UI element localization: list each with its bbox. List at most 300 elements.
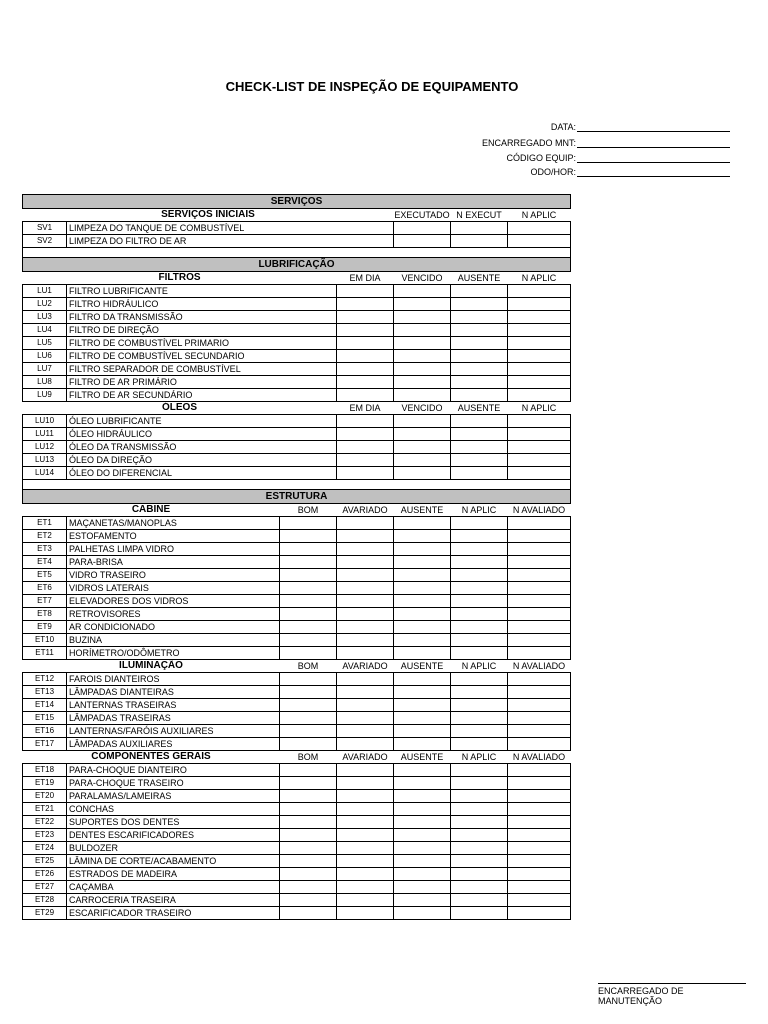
check-cell[interactable]: [280, 855, 337, 868]
item-label: ESCARIFICADOR TRASEIRO: [67, 907, 280, 920]
check-cell[interactable]: [394, 894, 451, 907]
check-cell[interactable]: [451, 829, 508, 842]
check-cell[interactable]: [337, 517, 394, 530]
check-cell[interactable]: [508, 569, 571, 582]
manager-input-line[interactable]: [577, 147, 730, 148]
servicos-subheader-row: [23, 209, 571, 222]
item-label: SUPORTES DOS DENTES: [67, 816, 280, 829]
check-cell[interactable]: [451, 235, 508, 248]
check-cell[interactable]: [508, 285, 571, 298]
check-cell[interactable]: [337, 894, 394, 907]
column-header: EXECUTADO: [394, 210, 450, 220]
item-label: VIDROS LATERAIS: [67, 582, 280, 595]
item-code: ET3: [23, 543, 67, 556]
item-label: FILTRO DE DIREÇÃO: [67, 324, 337, 337]
column-header: N APLIC: [461, 752, 497, 762]
check-cell[interactable]: [451, 517, 508, 530]
item-label: ÓLEO LUBRIFICANTE: [67, 415, 337, 428]
check-cell[interactable]: [451, 634, 508, 647]
manager-signature-line: ENCARREGADO DE MANUTENÇÃO: [598, 983, 746, 1006]
check-cell[interactable]: [394, 855, 451, 868]
check-cell[interactable]: [280, 816, 337, 829]
check-cell[interactable]: [337, 777, 394, 790]
check-cell[interactable]: [280, 881, 337, 894]
check-cell[interactable]: [337, 363, 394, 376]
item-label: CAÇAMBA: [67, 881, 280, 894]
checklist-row: [23, 829, 571, 842]
check-cell[interactable]: [394, 725, 451, 738]
check-cell[interactable]: [337, 543, 394, 556]
check-cell[interactable]: [280, 790, 337, 803]
check-cell[interactable]: [337, 595, 394, 608]
check-cell[interactable]: [394, 634, 451, 647]
check-cell[interactable]: [394, 389, 451, 402]
check-cell[interactable]: [508, 389, 571, 402]
check-cell[interactable]: [337, 907, 394, 920]
item-label: BUZINA: [67, 634, 280, 647]
check-cell[interactable]: [394, 712, 451, 725]
column-header: BOM: [297, 752, 319, 762]
check-cell[interactable]: [451, 389, 508, 402]
checklist-row: [23, 376, 571, 389]
check-cell[interactable]: [394, 441, 451, 454]
item-code: ET24: [23, 842, 67, 855]
odometer-input-line[interactable]: [577, 176, 730, 177]
item-code: ET21: [23, 803, 67, 816]
check-cell[interactable]: [451, 350, 508, 363]
check-cell[interactable]: [451, 790, 508, 803]
item-label: CARROCERIA TRASEIRA: [67, 894, 280, 907]
check-cell[interactable]: [451, 712, 508, 725]
check-cell[interactable]: [508, 738, 571, 751]
check-cell[interactable]: [337, 647, 394, 660]
check-cell[interactable]: [451, 298, 508, 311]
item-label: LANTERNAS TRASEIRAS: [67, 699, 280, 712]
check-cell[interactable]: [508, 517, 571, 530]
check-cell[interactable]: [394, 764, 451, 777]
check-cell[interactable]: [508, 725, 571, 738]
check-cell[interactable]: [394, 738, 451, 751]
check-cell[interactable]: [394, 569, 451, 582]
check-cell[interactable]: [451, 855, 508, 868]
checklist-row: [23, 608, 571, 621]
check-cell[interactable]: [508, 454, 571, 467]
check-cell[interactable]: [451, 595, 508, 608]
check-cell[interactable]: [508, 556, 571, 569]
check-cell[interactable]: [394, 595, 451, 608]
check-cell[interactable]: [280, 686, 337, 699]
column-header: EM DIA: [349, 403, 381, 413]
item-code: LU10: [23, 415, 67, 428]
item-label: RETROVISORES: [67, 608, 280, 621]
check-cell[interactable]: [337, 298, 394, 311]
item-code: ET6: [23, 582, 67, 595]
check-cell[interactable]: [451, 324, 508, 337]
check-cell[interactable]: [337, 842, 394, 855]
check-cell[interactable]: [451, 816, 508, 829]
item-code: ET7: [23, 595, 67, 608]
check-cell[interactable]: [394, 415, 451, 428]
check-cell[interactable]: [280, 764, 337, 777]
check-cell[interactable]: [508, 311, 571, 324]
check-cell[interactable]: [337, 337, 394, 350]
check-cell[interactable]: [451, 647, 508, 660]
check-cell[interactable]: [394, 298, 451, 311]
checklist-row: [23, 467, 571, 480]
check-cell[interactable]: [337, 569, 394, 582]
checklist-row: [23, 324, 571, 337]
item-code: LU7: [23, 363, 67, 376]
date-input-line[interactable]: [577, 131, 730, 132]
checklist-row: [23, 582, 571, 595]
check-cell[interactable]: [508, 712, 571, 725]
check-cell[interactable]: [451, 376, 508, 389]
column-header: VENCIDO: [401, 403, 443, 413]
check-cell[interactable]: [337, 868, 394, 881]
check-cell[interactable]: [337, 441, 394, 454]
section-gap: [23, 480, 571, 490]
item-label: FILTRO DA TRANSMISSÃO: [67, 311, 337, 324]
checklist-row: [23, 337, 571, 350]
check-cell[interactable]: [337, 454, 394, 467]
check-cell[interactable]: [508, 337, 571, 350]
check-cell[interactable]: [451, 441, 508, 454]
check-cell[interactable]: [337, 855, 394, 868]
check-cell[interactable]: [337, 829, 394, 842]
check-cell[interactable]: [280, 829, 337, 842]
item-code: LU9: [23, 389, 67, 402]
check-cell[interactable]: [337, 712, 394, 725]
check-cell[interactable]: [451, 569, 508, 582]
check-cell[interactable]: [508, 298, 571, 311]
check-cell[interactable]: [394, 777, 451, 790]
estrutura-group-subtitle: COMPONENTES GERAIS: [91, 751, 211, 762]
check-cell[interactable]: [280, 595, 337, 608]
check-cell[interactable]: [394, 235, 451, 248]
item-label: FILTRO SEPARADOR DE COMBUSTÍVEL: [67, 363, 337, 376]
check-cell[interactable]: [508, 441, 571, 454]
check-cell[interactable]: [394, 556, 451, 569]
check-cell[interactable]: [337, 530, 394, 543]
checklist-row: [23, 543, 571, 556]
checklist-row: [23, 595, 571, 608]
check-cell[interactable]: [394, 350, 451, 363]
check-cell[interactable]: [337, 764, 394, 777]
check-cell[interactable]: [451, 842, 508, 855]
check-cell[interactable]: [508, 415, 571, 428]
check-cell[interactable]: [508, 881, 571, 894]
item-label: AR CONDICIONADO: [67, 621, 280, 634]
check-cell[interactable]: [451, 454, 508, 467]
check-cell[interactable]: [451, 894, 508, 907]
check-cell[interactable]: [280, 517, 337, 530]
column-header: N EXECUT: [456, 210, 502, 220]
check-cell[interactable]: [337, 389, 394, 402]
check-cell[interactable]: [451, 764, 508, 777]
check-cell[interactable]: [451, 673, 508, 686]
check-cell[interactable]: [394, 881, 451, 894]
item-label: FAROIS DIANTEIROS: [67, 673, 280, 686]
checklist-row: [23, 556, 571, 569]
check-cell[interactable]: [508, 686, 571, 699]
check-cell[interactable]: [451, 868, 508, 881]
check-cell[interactable]: [508, 222, 571, 235]
checklist-row: [23, 235, 571, 248]
check-cell[interactable]: [337, 621, 394, 634]
check-cell[interactable]: [337, 428, 394, 441]
check-cell[interactable]: [508, 777, 571, 790]
check-cell[interactable]: [451, 222, 508, 235]
checklist-row: [23, 222, 571, 235]
check-cell[interactable]: [280, 777, 337, 790]
item-label: ELEVADORES DOS VIDROS: [67, 595, 280, 608]
check-cell[interactable]: [508, 350, 571, 363]
check-cell[interactable]: [508, 868, 571, 881]
column-header: AUSENTE: [457, 273, 501, 283]
check-cell[interactable]: [337, 415, 394, 428]
check-cell[interactable]: [337, 790, 394, 803]
item-code: LU14: [23, 467, 67, 480]
check-cell[interactable]: [394, 363, 451, 376]
lubrificacao-group-subheader-row: [23, 402, 571, 415]
item-code: LU8: [23, 376, 67, 389]
item-code: ET14: [23, 699, 67, 712]
check-cell[interactable]: [451, 428, 508, 441]
check-cell[interactable]: [394, 311, 451, 324]
column-header: BOM: [297, 505, 319, 515]
item-label: FILTRO LUBRIFICANTE: [67, 285, 337, 298]
check-cell[interactable]: [337, 350, 394, 363]
check-cell[interactable]: [280, 634, 337, 647]
check-cell[interactable]: [508, 621, 571, 634]
check-cell[interactable]: [508, 699, 571, 712]
item-label: DENTES ESCARIFICADORES: [67, 829, 280, 842]
check-cell[interactable]: [394, 868, 451, 881]
check-cell[interactable]: [394, 454, 451, 467]
column-header: AUSENTE: [400, 752, 444, 762]
check-cell[interactable]: [451, 725, 508, 738]
check-cell[interactable]: [508, 634, 571, 647]
check-cell[interactable]: [337, 738, 394, 751]
item-label: PARA-BRISA: [67, 556, 280, 569]
item-code: ET18: [23, 764, 67, 777]
check-cell[interactable]: [451, 699, 508, 712]
check-cell[interactable]: [451, 311, 508, 324]
check-cell[interactable]: [451, 285, 508, 298]
check-cell[interactable]: [508, 816, 571, 829]
check-cell[interactable]: [508, 376, 571, 389]
check-cell[interactable]: [508, 467, 571, 480]
checklist-row: [23, 428, 571, 441]
odometer-field: [430, 163, 730, 177]
check-cell[interactable]: [508, 608, 571, 621]
checklist-row: [23, 803, 571, 816]
check-cell[interactable]: [280, 894, 337, 907]
item-code: ET13: [23, 686, 67, 699]
check-cell[interactable]: [451, 686, 508, 699]
check-cell[interactable]: [337, 699, 394, 712]
item-code: ET20: [23, 790, 67, 803]
lubrificacao-group-subtitle: ÓLEOS: [161, 402, 197, 413]
check-cell[interactable]: [337, 803, 394, 816]
checklist-row: [23, 855, 571, 868]
check-cell[interactable]: [280, 738, 337, 751]
item-label: PARA-CHOQUE DIANTEIRO: [67, 764, 280, 777]
check-cell[interactable]: [394, 608, 451, 621]
check-cell[interactable]: [508, 894, 571, 907]
check-cell[interactable]: [394, 647, 451, 660]
check-cell[interactable]: [451, 556, 508, 569]
check-cell[interactable]: [394, 428, 451, 441]
servicos-header-row: [23, 195, 571, 209]
check-cell[interactable]: [280, 725, 337, 738]
checklist-row: [23, 738, 571, 751]
check-cell[interactable]: [280, 556, 337, 569]
check-cell[interactable]: [337, 634, 394, 647]
check-cell[interactable]: [451, 467, 508, 480]
check-cell[interactable]: [394, 324, 451, 337]
check-cell[interactable]: [337, 816, 394, 829]
column-header: AUSENTE: [400, 505, 444, 515]
check-cell[interactable]: [508, 842, 571, 855]
check-cell[interactable]: [508, 829, 571, 842]
manager-field: [430, 134, 730, 148]
check-cell[interactable]: [280, 842, 337, 855]
check-cell[interactable]: [280, 608, 337, 621]
check-cell[interactable]: [280, 647, 337, 660]
item-code: ET27: [23, 881, 67, 894]
check-cell[interactable]: [451, 530, 508, 543]
check-cell[interactable]: [451, 881, 508, 894]
check-cell[interactable]: [394, 582, 451, 595]
check-cell[interactable]: [508, 673, 571, 686]
check-cell[interactable]: [451, 738, 508, 751]
check-cell[interactable]: [280, 803, 337, 816]
check-cell[interactable]: [508, 428, 571, 441]
check-cell[interactable]: [394, 222, 451, 235]
check-cell[interactable]: [280, 699, 337, 712]
item-code: ET10: [23, 634, 67, 647]
checklist-row: [23, 621, 571, 634]
check-cell[interactable]: [394, 517, 451, 530]
check-cell[interactable]: [451, 363, 508, 376]
check-cell[interactable]: [337, 686, 394, 699]
check-cell[interactable]: [508, 790, 571, 803]
check-cell[interactable]: [394, 907, 451, 920]
check-cell[interactable]: [508, 907, 571, 920]
check-cell[interactable]: [280, 673, 337, 686]
check-cell[interactable]: [394, 803, 451, 816]
check-cell[interactable]: [508, 803, 571, 816]
check-cell[interactable]: [508, 530, 571, 543]
check-cell[interactable]: [451, 337, 508, 350]
item-code: LU12: [23, 441, 67, 454]
check-cell[interactable]: [508, 543, 571, 556]
checklist-row: [23, 569, 571, 582]
check-cell[interactable]: [508, 582, 571, 595]
check-cell[interactable]: [394, 543, 451, 556]
estrutura-group-subheader-row: [23, 660, 571, 673]
column-header: AVARIADO: [342, 661, 388, 671]
check-cell[interactable]: [394, 376, 451, 389]
check-cell[interactable]: [394, 790, 451, 803]
check-cell[interactable]: [337, 376, 394, 389]
check-cell[interactable]: [280, 530, 337, 543]
check-cell[interactable]: [394, 621, 451, 634]
check-cell[interactable]: [337, 556, 394, 569]
checklist-table: [22, 194, 571, 920]
check-cell[interactable]: [337, 285, 394, 298]
item-label: VIDRO TRASEIRO: [67, 569, 280, 582]
check-cell[interactable]: [508, 647, 571, 660]
check-cell[interactable]: [451, 543, 508, 556]
check-cell[interactable]: [394, 337, 451, 350]
check-cell[interactable]: [394, 829, 451, 842]
check-cell[interactable]: [280, 907, 337, 920]
check-cell[interactable]: [451, 582, 508, 595]
check-cell[interactable]: [508, 855, 571, 868]
check-cell[interactable]: [451, 621, 508, 634]
check-cell[interactable]: [337, 608, 394, 621]
check-cell[interactable]: [337, 582, 394, 595]
check-cell[interactable]: [394, 699, 451, 712]
check-cell[interactable]: [394, 686, 451, 699]
checklist-row: [23, 907, 571, 920]
check-cell[interactable]: [337, 725, 394, 738]
check-cell[interactable]: [394, 530, 451, 543]
check-cell[interactable]: [508, 595, 571, 608]
check-cell[interactable]: [394, 673, 451, 686]
check-cell[interactable]: [337, 311, 394, 324]
checklist-row: [23, 634, 571, 647]
check-cell[interactable]: [451, 777, 508, 790]
check-cell[interactable]: [280, 868, 337, 881]
check-cell[interactable]: [508, 235, 571, 248]
check-cell[interactable]: [337, 467, 394, 480]
item-label: MAÇANETAS/MANOPLAS: [67, 517, 280, 530]
check-cell[interactable]: [394, 816, 451, 829]
estrutura-group-subtitle: CABINE: [131, 504, 171, 515]
check-cell[interactable]: [280, 543, 337, 556]
check-cell[interactable]: [451, 608, 508, 621]
check-cell[interactable]: [451, 803, 508, 816]
check-cell[interactable]: [337, 881, 394, 894]
checklist-row: [23, 686, 571, 699]
section-gap: [23, 248, 571, 258]
item-code: LU4: [23, 324, 67, 337]
check-cell[interactable]: [451, 415, 508, 428]
checklist-row: [23, 699, 571, 712]
check-cell[interactable]: [394, 467, 451, 480]
check-cell[interactable]: [394, 842, 451, 855]
check-cell[interactable]: [508, 363, 571, 376]
item-code: ET1: [23, 517, 67, 530]
check-cell[interactable]: [337, 324, 394, 337]
page-title: CHECK-LIST DE INSPEÇÃO DE EQUIPAMENTO: [225, 79, 519, 94]
check-cell[interactable]: [337, 673, 394, 686]
check-cell[interactable]: [451, 907, 508, 920]
check-cell[interactable]: [508, 324, 571, 337]
check-cell[interactable]: [508, 764, 571, 777]
item-label: ESTOFAMENTO: [67, 530, 280, 543]
check-cell[interactable]: [280, 569, 337, 582]
column-header: N APLIC: [521, 273, 557, 283]
check-cell[interactable]: [280, 582, 337, 595]
check-cell[interactable]: [280, 621, 337, 634]
check-cell[interactable]: [280, 712, 337, 725]
item-code: LU11: [23, 428, 67, 441]
check-cell[interactable]: [394, 285, 451, 298]
